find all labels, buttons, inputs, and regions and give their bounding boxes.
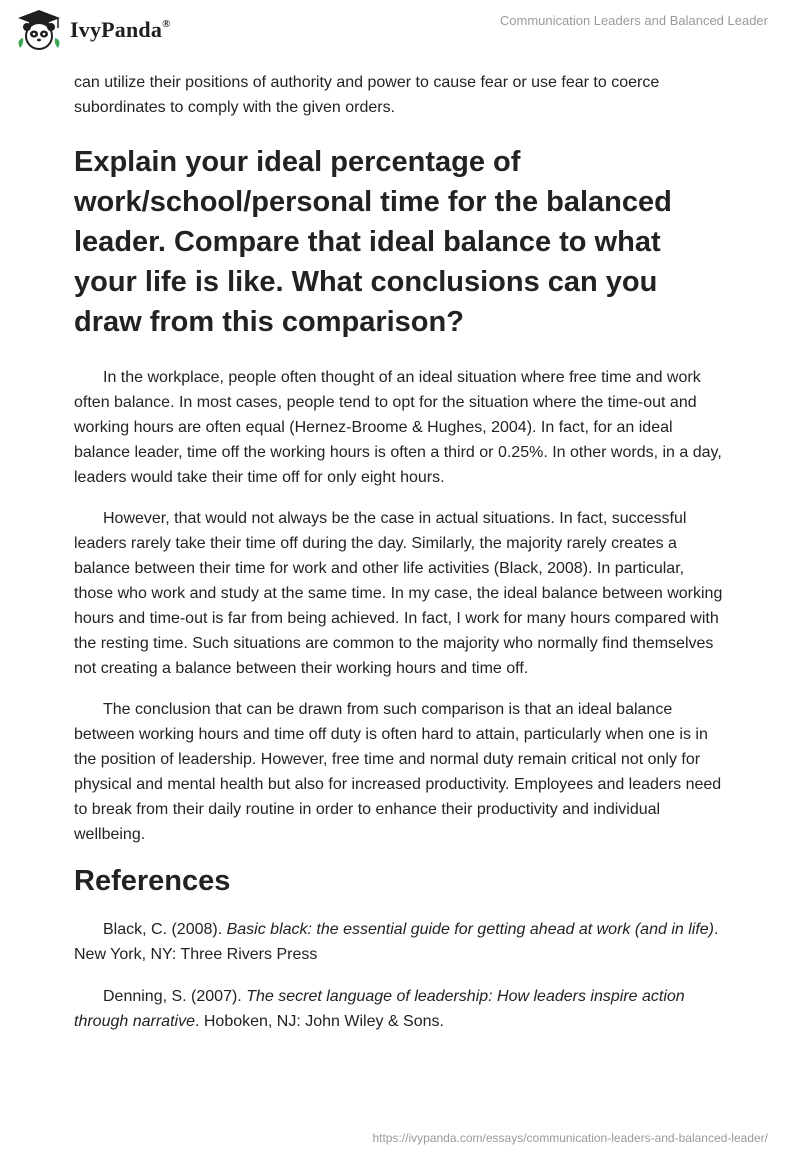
- body-paragraph-1: In the workplace, people often thought of an ideal situation where free time and work often balance. In most cases, people tend to opt for the situation where the time-out and working hours are often equal (Hernez-Broome & Hughes, 2004). In fact, for an ideal balance leader, time off the working hours is often a third or 0.25%. In other words, in a day, leaders would take their time off for only eight hours.: [74, 369, 722, 486]
- intro-paragraph-tail: can utilize their positions of authority and power to cause fear or use fear to coerce subordinates to comply with the given orders.: [74, 74, 660, 116]
- body-paragraph-3: The conclusion that can be drawn from such comparison is that an ideal balance between working hours and time off duty is often hard to attain, particularly when one is in the position of leadership. However, free time and normal duty remain critical not only for physical and mental health but also for increased productivity. Employees and leaders need to break from their daily routine in order to enhance their productivity and individual wellbeing.: [74, 701, 722, 843]
- brand-name: IvyPanda®: [70, 17, 171, 42]
- panda-graduate-icon: [14, 8, 64, 52]
- reference-item: Denning, S. (2007). The secret language of leadership: How leaders inspire action through narrative. Hoboken, NJ: John Wiley & Sons.: [74, 988, 685, 1030]
- essay-body: [74, 70, 726, 1051]
- page-header: [0, 0, 800, 60]
- question-heading: Explain your ideal percentage of work/school/personal time for the balanced leader. Compare that ideal balance to what your life is like. What conclusions can you draw from this comparison?: [74, 146, 672, 338]
- references-heading: References: [74, 865, 231, 897]
- reference-item: Black, C. (2008). Basic black: the essential guide for getting ahead at work (and in life). New York, NY: Three Rivers Press: [74, 921, 719, 963]
- ivypanda-logo[interactable]: [14, 8, 171, 52]
- document-title: Communication Leaders and Balanced Leader: [499, 13, 768, 28]
- source-url[interactable]: https://ivypanda.com/essays/communication-leaders-and-balanced-leader/: [372, 1131, 768, 1145]
- body-paragraph-2: However, that would not always be the case in actual situations. In fact, successful leaders rarely take their time off during the day. Similarly, the majority rarely creates a balance between their time for work and other life activities (Black, 2008). In particular, those who work and study at the same time. In my case, the ideal balance between working hours and time-out is far from being achieved. In fact, I work for many hours compared with the resting time. Such situations are common to the majority who normally find themselves not creating a balance between their working hours and time off.: [74, 510, 723, 677]
